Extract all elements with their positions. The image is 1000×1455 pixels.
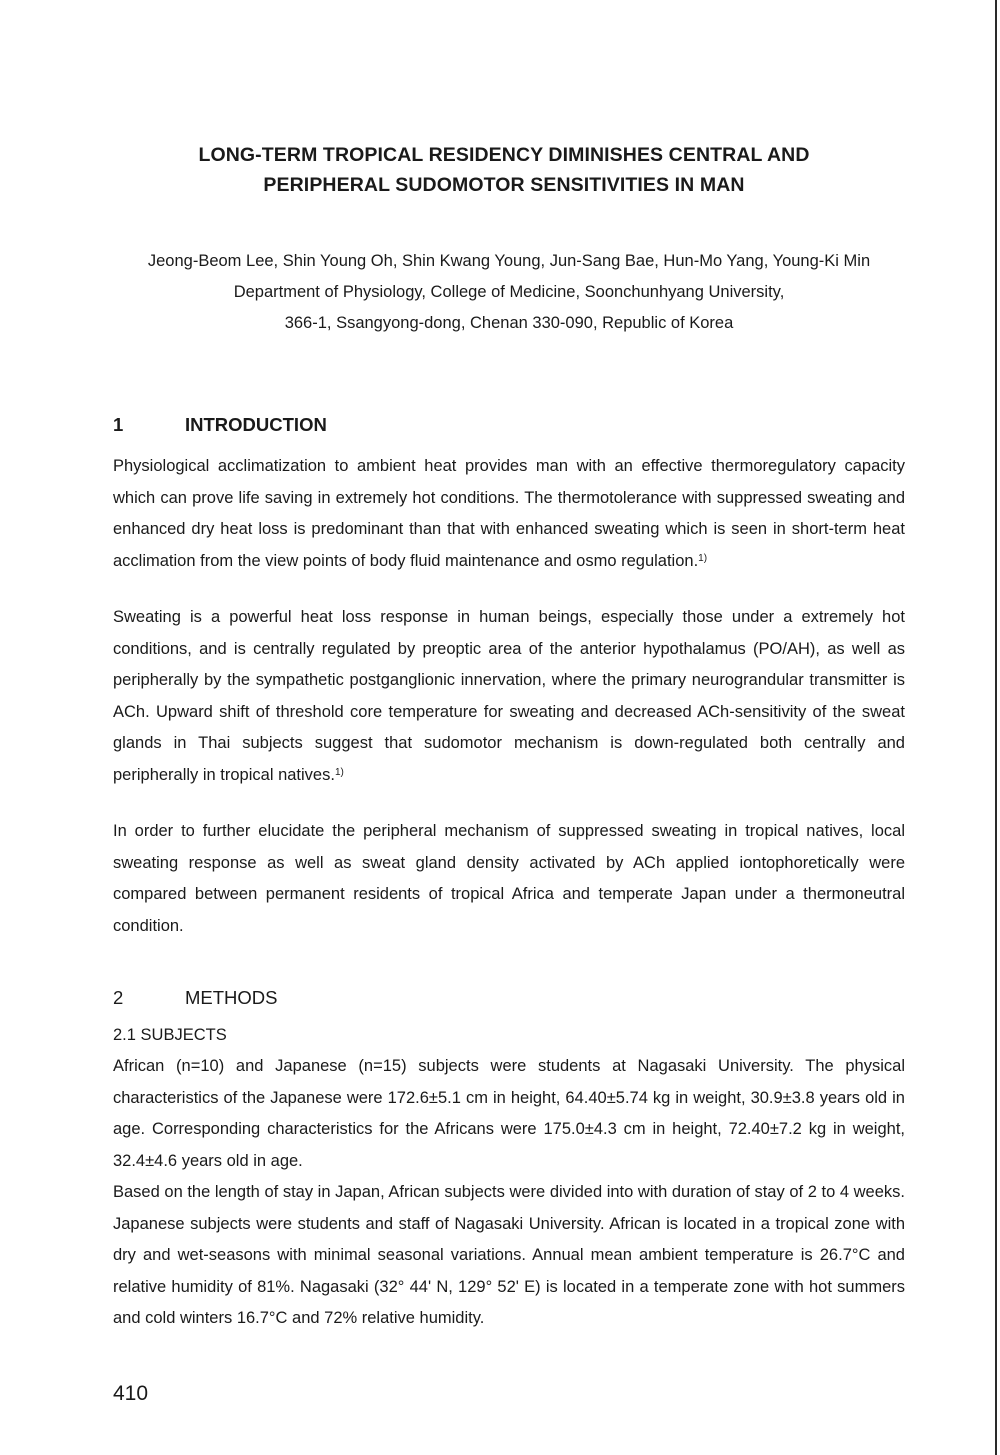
reference-marker: 1) [698,552,708,564]
section-title: INTRODUCTION [185,414,327,435]
author-names: Jeong-Beom Lee, Shin Young Oh, Shin Kwang Young, Jun-Sang Bae, Hun-Mo Yang, Young-Ki Min [147,252,871,270]
methods-heading [113,986,905,1010]
section-number: 2 [113,987,124,1008]
introduction-paragraph-2 [113,602,905,791]
paragraph-text: Sweating is a powerful heat loss response in human beings, especially those under a extremely hot conditions, and is centrally regulated by preoptic area of the anterior hypothalamus (PO/AH), as well as peripherally by the sympathetic postganglionic innervation, where the primary neurograndular transmitter is ACh. Upward shift of threshold core temperature for sweating and decreased ACh-sensitivity of the sweat glands in Thai subjects suggest that sudomotor mechanism is down-regulated both centrally and peripherally in tropical natives. [113,608,905,784]
paper-title [103,140,905,200]
author-block [113,246,905,339]
author-department: Department of Physiology, College of Medicine, Soonchunhyang University, [233,283,785,301]
methods-paragraph-1: African (n=10) and Japanese (n=15) subjects were students at Nagasaki University. The physical characteristics of the Japanese were 172.6±5.1 cm in height, 64.40±5.74 kg in weight, 30.9±3.8 years old in age. Corresponding characteristics for the Africans were 175.0±4.3 cm in height, 72.40±7.2 kg in weight, 32.4±4.6 years old in age. [113,1057,905,1170]
subjects-subheading: 2.1 SUBJECTS [113,1026,227,1044]
paragraph-text: Physiological acclimatization to ambient heat provides man with an effective thermoregulatory capacity which can prove life saving in extremely hot conditions. The thermotolerance with suppressed sweating and enhanced dry heat loss is predominant than that with enhanced sweating which is seen in short-term heat acclimation from the view points of body fluid maintenance and osmo regulation. [113,457,905,570]
title-line-1: LONG-TERM TROPICAL RESIDENCY DIMINISHES CENTRAL AND [198,144,810,166]
introduction-paragraph-1 [113,451,905,577]
page-edge-line [995,0,997,1455]
author-address: 366-1, Ssangyong-dong, Chenan 330-090, Republic of Korea [284,314,734,332]
reference-marker: 1) [334,766,344,778]
methods-paragraph-2: Based on the length of stay in Japan, African subjects were divided into with duration of stay of 2 to 4 weeks. Japanese subjects were students and staff of Nagasaki University. African is located in a tropical zone with dry and wet-seasons with minimal seasonal variations. Annual mean ambient temperature is 26.7°C and relative humidity of 81%. Nagasaki (32° 44' N, 129° 52' E) is located in a temperate zone with hot summers and cold winters 16.7°C and 72% relative humidity. [113,1183,905,1327]
title-line-2: PERIPHERAL SUDOMOTOR SENSITIVITIES IN MAN [263,174,745,196]
introduction-heading [113,413,905,437]
paper-page [113,140,905,1335]
introduction-paragraph-3: In order to further elucidate the peripheral mechanism of suppressed sweating in tropical natives, local sweating response as well as sweat gland density activated by ACh applied iontophoretically were compared between permanent residents of tropical Africa and temperate Japan under a thermoneutral condition. [113,822,905,935]
section-title: METHODS [185,987,278,1008]
page-number: 410 [113,1382,149,1405]
section-number: 1 [113,414,124,435]
